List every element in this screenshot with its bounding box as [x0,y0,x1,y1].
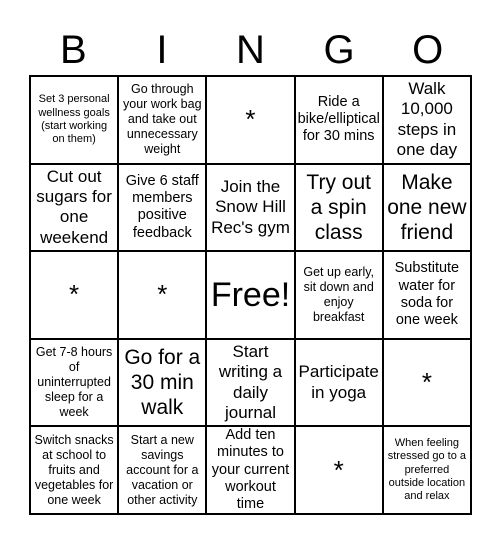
header-letter-i: I [156,28,168,72]
bingo-cell-b3[interactable]: * [31,252,119,340]
bingo-cell-o5[interactable]: When feeling stressed go to a preferred outside location and relax [384,427,472,515]
header-letter-o: O [412,28,444,72]
bingo-cell-n2[interactable]: Join the Snow Hill Rec's gym [207,165,295,253]
free-space[interactable]: Free! [207,252,295,340]
bingo-cell-b5[interactable]: Switch snacks at school to fruits and vegetables for one week [31,427,119,515]
bingo-cell-i3[interactable]: * [119,252,207,340]
bingo-cell-i1[interactable]: Go through your work bag and take out unnecessary weight [119,77,207,165]
bingo-cell-b4[interactable]: Get 7-8 hours of uninterrupted sleep for a week [31,340,119,428]
bingo-cell-o3[interactable]: Substitute water for soda for one week [384,252,472,340]
bingo-cell-n4[interactable]: Start writing a daily journal [207,340,295,428]
bingo-cell-n5[interactable]: Add ten minutes to your current workout time [207,427,295,515]
bingo-cell-i2[interactable]: Give 6 staff members positive feedback [119,165,207,253]
header-letter-b: B [59,28,87,72]
bingo-cell-g2[interactable]: Try out a spin class [296,165,384,253]
bingo-header [29,22,472,78]
bingo-grid [29,75,472,515]
bingo-cell-o4[interactable]: * [384,340,472,428]
bingo-cell-o1[interactable]: Walk 10,000 steps in one day [384,77,472,165]
bingo-cell-g3[interactable]: Get up early, sit down and enjoy breakfast [296,252,384,340]
bingo-cell-g1[interactable]: Ride a bike/elliptical for 30 mins [296,77,384,165]
bingo-cell-i5[interactable]: Start a new savings account for a vacation or other activity [119,427,207,515]
bingo-cell-b2[interactable]: Cut out sugars for one weekend [31,165,119,253]
header-letter-n: N [236,28,265,72]
bingo-cell-g5[interactable]: * [296,427,384,515]
bingo-cell-o2[interactable]: Make one new friend [384,165,472,253]
bingo-cell-g4[interactable]: Participate in yoga [296,340,384,428]
bingo-cell-n1[interactable]: * [207,77,295,165]
bingo-cell-b1[interactable]: Set 3 personal wellness goals (start working on them) [31,77,119,165]
bingo-cell-i4[interactable]: Go for a 30 min walk [119,340,207,428]
header-letter-g: G [323,28,355,72]
